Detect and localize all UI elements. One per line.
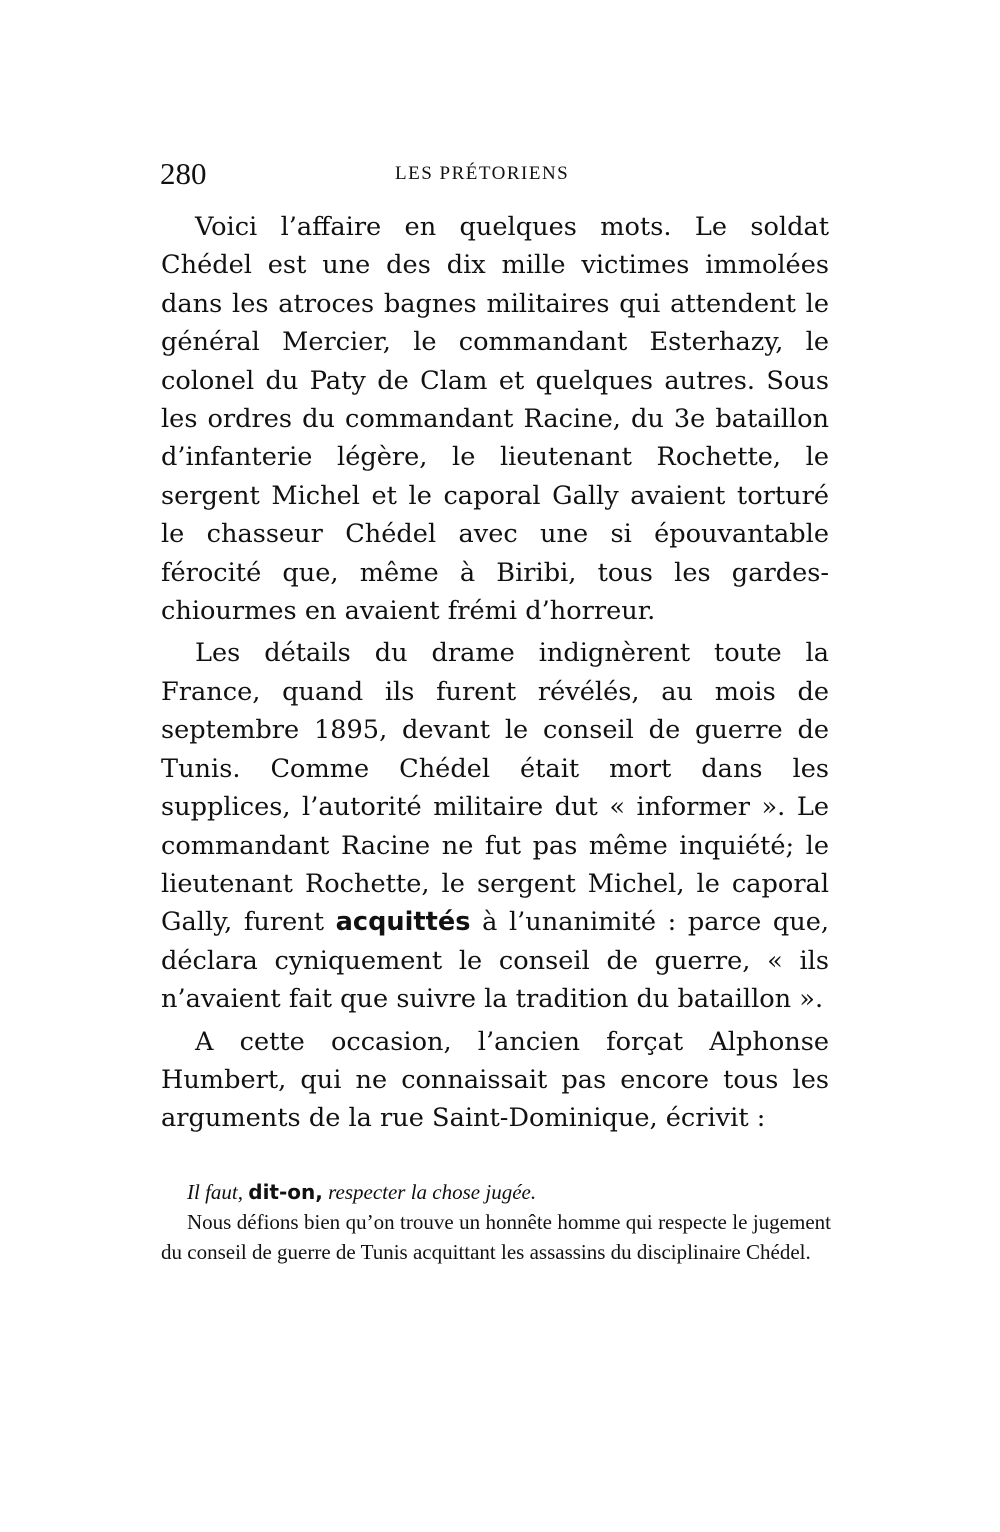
paragraph-3: A cette occasion, l’ancien forçat Alphonse Humbert, qui ne connaissait pas encore tous les arguments de la rue Saint-Dominique, écrivit : (161, 1026, 829, 1134)
quote-line-1-start: Il faut, (187, 1180, 243, 1204)
paragraph-2-part-2: à l’unanimité : parce que, déclara cyniquement le conseil de guerre, « ils n’avaient fait que suivre la tradition du bataillon ». (161, 907, 830, 1015)
paragraph-2 (161, 634, 829, 1018)
body-text (161, 208, 829, 1142)
quote-line-1 (161, 1177, 831, 1207)
bold-word-acquittes: acquittés (335, 907, 471, 938)
quote-line-1-end: respecter la chose jugée. (328, 1180, 537, 1204)
running-title: LES PRÉTORIENS (395, 163, 570, 184)
page-header (160, 152, 830, 196)
quote-line-1-bold: dit-on, (248, 1180, 323, 1204)
quote-line-2: Nous défions bien qu’on trouve un honnête homme qui respecte le jugement du conseil de guerre de Tunis acquittant les assassins du disciplinaire Chédel. (161, 1210, 831, 1264)
page-number: 280 (160, 156, 207, 191)
quoted-passage (161, 1177, 831, 1267)
paragraph-2-part-1: Les détails du drame indignèrent toute la France, quand ils furent révélés, au mois de septembre 1895, devant le conseil de guerre de Tunis. Comme Chédel était mort dans les supplices, l’autorité militaire dut « informer ». Le commandant Racine ne fut pas même inquiété; le lieutenant Rochette, le sergent Michel, le caporal Gally, furent (161, 638, 829, 938)
paragraph-1: Voici l’affaire en quelques mots. Le soldat Chédel est une des dix mille victimes immolées dans les atroces bagnes militaires qui attendent le général Mercier, le commandant Esterhazy, le colonel du Paty de Clam et quelques autres. Sous les ordres du commandant Racine, du 3e bataillon d’infanterie légère, le lieutenant Rochette, le sergent Michel et le caporal Gally avaient torturé le chasseur Chédel avec une si épouvantable férocité que, même à Biribi, tous les gardes-chiourmes en avaient frémi d’horreur. (161, 212, 829, 627)
